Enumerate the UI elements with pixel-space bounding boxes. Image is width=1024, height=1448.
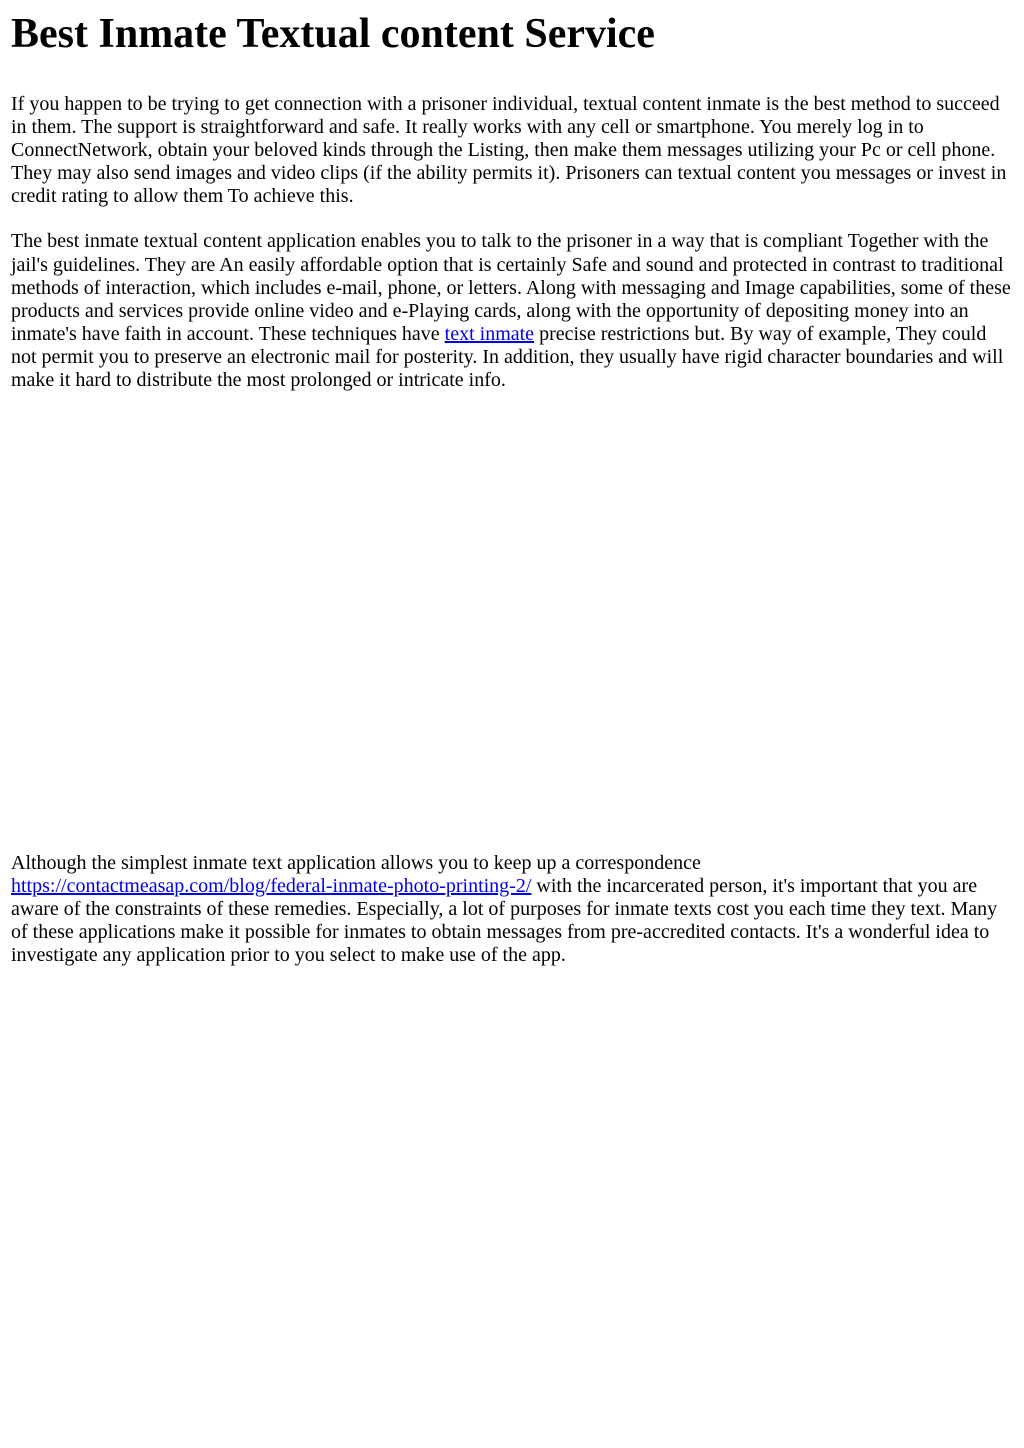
text-inmate-link[interactable]: text inmate [444,322,535,345]
paragraph-intro: If you happen to be trying to get connection with a prisoner individual, textual content inmate is the best method to succeed in them. The support is straightforward and safe. It really works with any cell or smartphone. You merely log in to ConnectNetwork, obtain your beloved kinds through the Listing, then make them messages utilizing your Pc or cell phone. They may also send images and video clips (if the ability permits it). Prisoners can textual content you messages or invest in credit rating to allow them To achieve this. [11,93,1007,208]
paragraph-text: Although the simplest inmate text application allows you to keep up a correspondence [11,852,701,874]
page-title: Best Inmate Textual content Service [11,11,655,57]
paragraph-text: precise restrictions but. By way of example, They could not permit you to preserve an electronic mail for posterity. In addition, they usually have rigid character boundaries and will make it hard to distribute the most prolonged or intricate info. [11,322,1004,392]
contactmeasap-link[interactable]: https://contactmeasap.com/blog/federal-inmate-photo-printing-2/ [11,875,532,898]
paragraph-app-overview [11,230,1015,392]
article [11,0,1015,967]
paragraph-constraints [11,852,1015,967]
paragraph-text: with the incarcerated person, it's important that you are aware of the constraints of these remedies. Especially, a lot of purposes for inmate texts cost you each time they text. Many of these applications make it possible for inmates to obtain messages from pre-accredited contacts. It's a wonderful idea to investigate any application prior to you select to make use of the app. [11,875,998,967]
paragraph-text: The best inmate textual content application enables you to talk to the prisoner in a way that is compliant Together with the jail's guidelines. They are An easily affordable option that is certainly Safe and sound and protected in contrast to traditional methods of interaction, which includes e-mail, phone, or letters. Along with messaging and Image capabilities, some of these products and services provide online video and e-Playing cards, along with the opportunity of depositing money into an inmate's have faith in account. These techniques have [11,230,1011,345]
